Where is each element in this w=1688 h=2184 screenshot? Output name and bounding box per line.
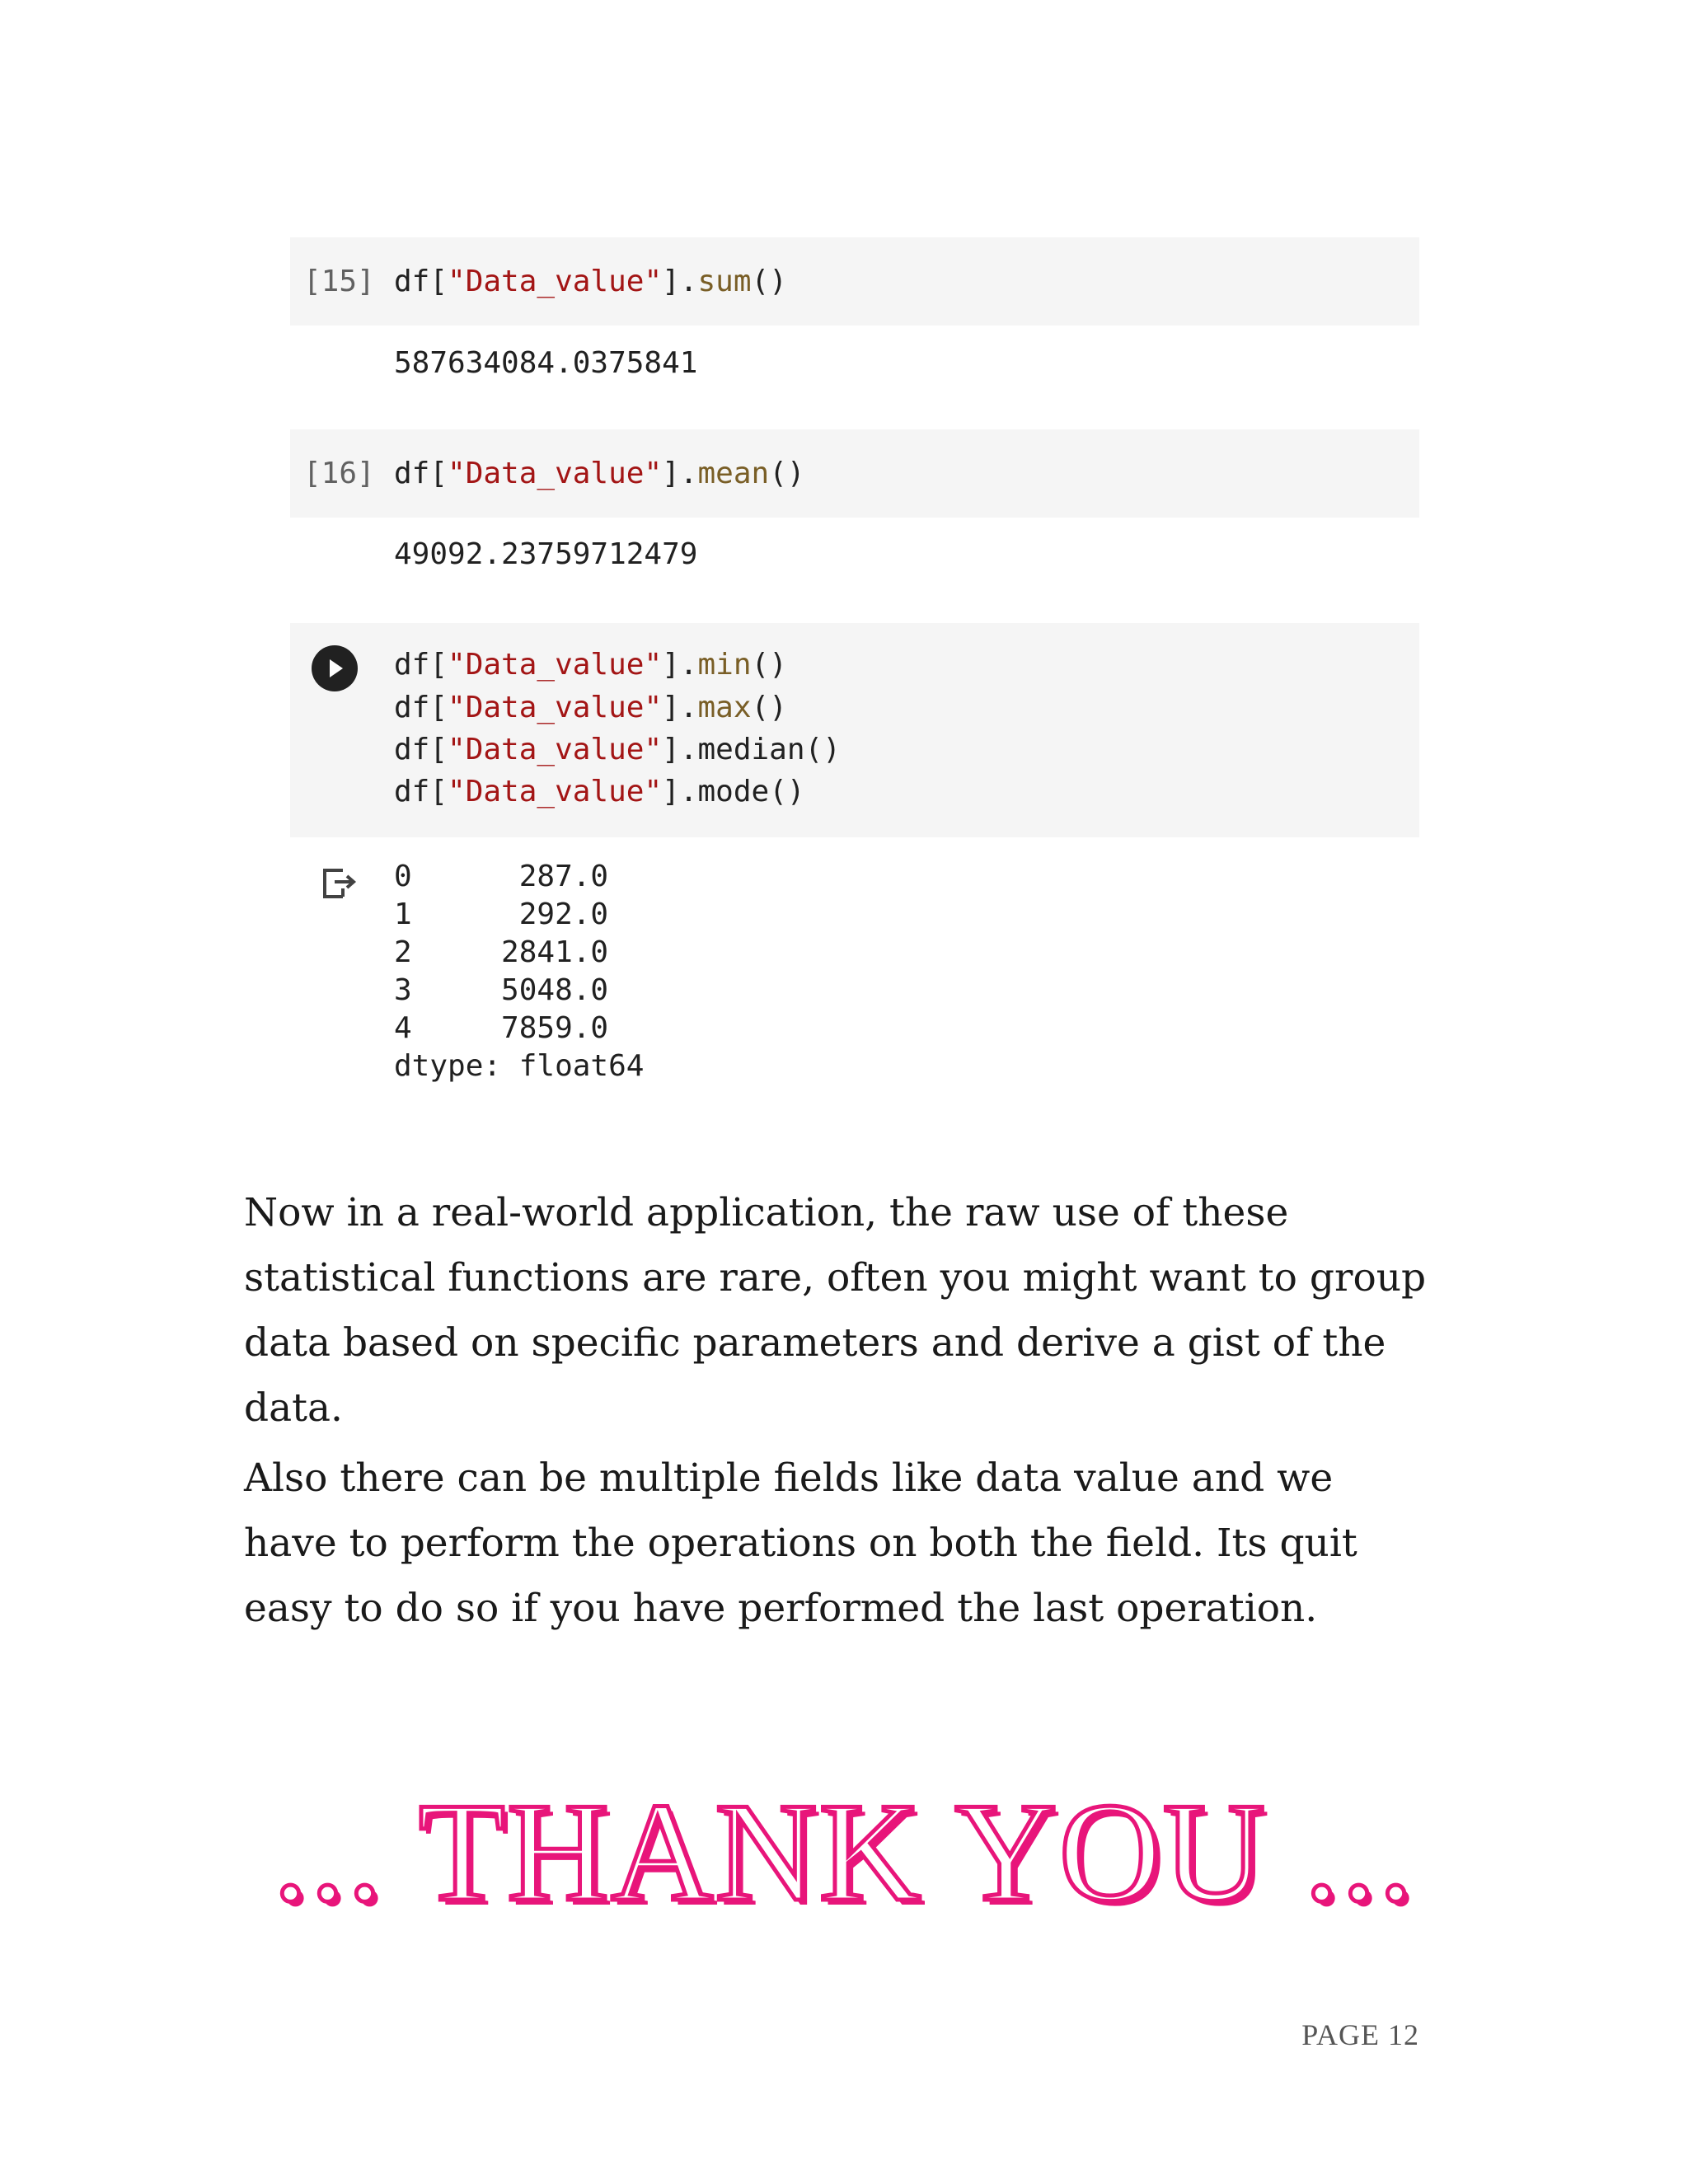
output-row: 4 7859.0 (394, 1011, 609, 1045)
code-function: mean (697, 457, 770, 490)
body-paragraph: Also there can be multiple fields like data value and we have to perform the operations on both the field. Its quit easy to do so if you have performed the last operation. (244, 1455, 1357, 1631)
execution-count: [16] (303, 457, 375, 490)
code-token: ]. (662, 457, 698, 490)
code-token: ]. (662, 691, 698, 724)
cell-output: 587634084.0375841 (394, 346, 698, 380)
code-function: mode (697, 775, 770, 808)
code-string: "Data_value" (448, 265, 663, 298)
code-token: ]. (662, 265, 698, 298)
code-token: df[ (394, 691, 448, 724)
code-line[interactable] (394, 648, 787, 682)
body-paragraph: Now in a real-world application, the raw use of these statistical functions are rare, often you might want to group data based on specific parameters and derive a gist of the data. (244, 1190, 1427, 1431)
code-string: "Data_value" (448, 733, 663, 766)
code-line[interactable] (394, 733, 841, 766)
code-token: df[ (394, 733, 448, 766)
code-function: min (697, 648, 752, 682)
execution-count: [15] (303, 265, 375, 298)
code-string: "Data_value" (448, 775, 663, 808)
thank-you-heading: ... THANK YOU ... (272, 1774, 1416, 1931)
cell-output: 49092.23759712479 (394, 537, 698, 571)
code-token: ]. (662, 775, 698, 808)
code-line[interactable] (394, 457, 805, 490)
page-number: PAGE 12 (1301, 2018, 1419, 2051)
output-row: 0 287.0 (394, 860, 609, 893)
code-token: df[ (394, 775, 448, 808)
code-token: df[ (394, 648, 448, 682)
output-row: 3 5048.0 (394, 973, 609, 1007)
code-token: df[ (394, 457, 448, 490)
code-token: () (769, 457, 805, 490)
output-redirect-icon[interactable] (320, 864, 358, 902)
code-token: df[ (394, 265, 448, 298)
code-token: ]. (662, 733, 698, 766)
code-string: "Data_value" (448, 648, 663, 682)
output-row: 1 292.0 (394, 898, 609, 931)
code-token: () (769, 775, 805, 808)
code-token: () (804, 733, 841, 766)
code-token: () (751, 691, 787, 724)
code-function: max (697, 691, 752, 724)
code-string: "Data_value" (448, 457, 663, 490)
code-function: sum (697, 265, 752, 298)
code-token: () (751, 648, 787, 682)
code-line[interactable] (394, 265, 787, 298)
code-line[interactable] (394, 775, 805, 808)
code-function: median (697, 733, 805, 766)
code-token: ]. (662, 648, 698, 682)
code-token: () (751, 265, 787, 298)
output-row: 2 2841.0 (394, 935, 609, 969)
output-dtype: dtype: float64 (394, 1049, 645, 1083)
run-cell-icon[interactable] (312, 645, 358, 691)
code-string: "Data_value" (448, 691, 663, 724)
code-line[interactable] (394, 691, 787, 724)
